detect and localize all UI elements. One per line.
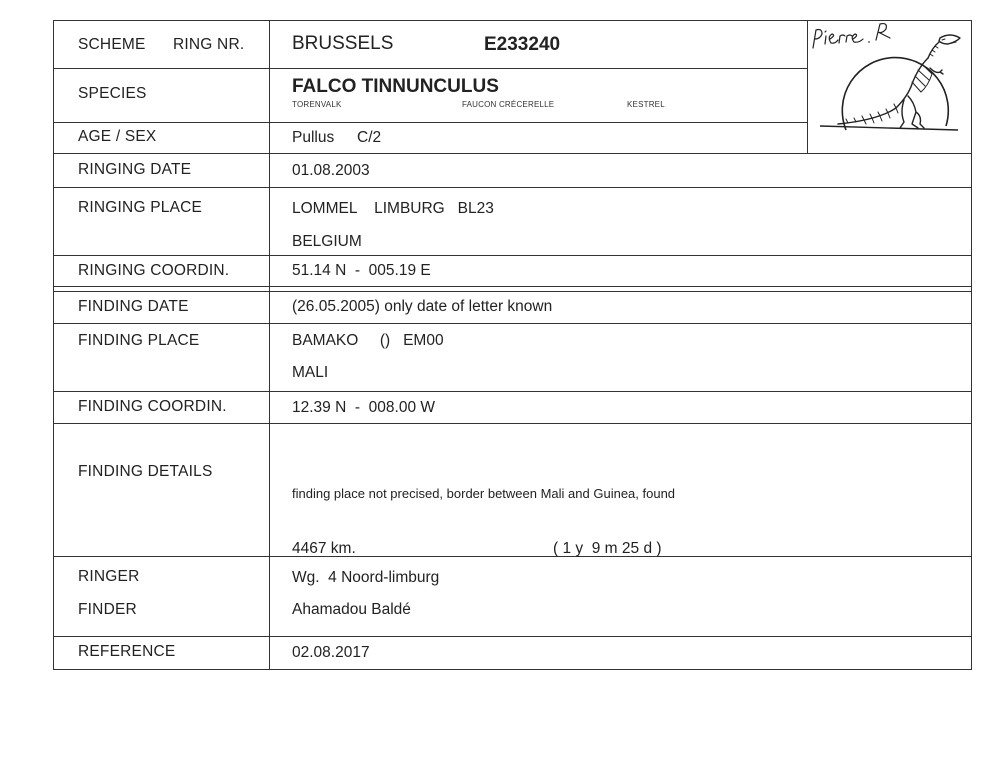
finder-value: Ahamadou Baldé: [292, 601, 411, 618]
rule-left: [53, 20, 54, 669]
distance-value: 4467 km.: [292, 540, 356, 557]
label-species: SPECIES: [78, 85, 147, 102]
age-value: Pullus: [292, 129, 335, 146]
duration-value: ( 1 y 9 m 25 d ): [553, 540, 662, 557]
label-scheme: SCHEME: [78, 36, 146, 53]
dinosaur-skeleton-icon: [808, 20, 972, 153]
finding-details-value: finding place not precised, border between Mali and Guinea, found: [292, 486, 676, 501]
label-ringing-place: RINGING PLACE: [78, 199, 203, 216]
rule-11: [53, 636, 972, 637]
species-french-value: FAUCON CRÉCERELLE: [462, 100, 555, 109]
rule-5: [53, 255, 972, 256]
label-finder: FINDER: [78, 601, 137, 618]
sex-value: C/2: [357, 129, 382, 146]
rule-3: [53, 153, 972, 154]
species-dutch-value: TORENVALK: [292, 100, 342, 109]
label-age-sex: AGE / SEX: [78, 128, 157, 145]
label-finding-coordin: FINDING COORDIN.: [78, 398, 227, 415]
label-finding-date: FINDING DATE: [78, 298, 189, 315]
rule-4: [53, 187, 972, 188]
rule-10: [53, 556, 972, 557]
label-ringing-coordin: RINGING COORDIN.: [78, 262, 230, 279]
label-ring-nr: RING NR.: [173, 36, 245, 53]
ringer-value: Wg. 4 Noord-limburg: [292, 569, 440, 586]
ringing-place-line2: BELGIUM: [292, 233, 362, 250]
rule-7: [53, 323, 972, 324]
species-latin-value: FALCO TINNUNCULUS: [292, 76, 499, 97]
logo: [808, 20, 972, 153]
finding-place-line2: MALI: [292, 364, 329, 381]
rule-9: [53, 423, 972, 424]
ringing-coordin-value: 51.14 N - 005.19 E: [292, 262, 431, 279]
label-ringer: RINGER: [78, 568, 140, 585]
label-ringing-date: RINGING DATE: [78, 161, 192, 178]
rule-column: [269, 20, 270, 669]
rule-8: [53, 391, 972, 392]
rule-6b: [53, 291, 972, 292]
reference-value: 02.08.2017: [292, 644, 370, 661]
finding-place-line1: BAMAKO () EM00: [292, 332, 444, 349]
label-reference: REFERENCE: [78, 643, 176, 660]
species-english-value: KESTREL: [627, 100, 665, 109]
finding-coordin-value: 12.39 N - 008.00 W: [292, 399, 436, 416]
label-finding-place: FINDING PLACE: [78, 332, 200, 349]
label-finding-details: FINDING DETAILS: [78, 463, 213, 480]
ringing-date-value: 01.08.2003: [292, 162, 370, 179]
rule-6a: [53, 286, 972, 287]
scheme-value: BRUSSELS: [292, 33, 394, 54]
ring-number-value: E233240: [484, 34, 561, 55]
rule-1: [53, 68, 808, 69]
rule-bottom: [53, 669, 972, 670]
finding-date-value: (26.05.2005) only date of letter known: [292, 298, 553, 315]
ringing-place-line1: LOMMEL LIMBURG BL23: [292, 200, 494, 217]
rule-2: [53, 122, 808, 123]
